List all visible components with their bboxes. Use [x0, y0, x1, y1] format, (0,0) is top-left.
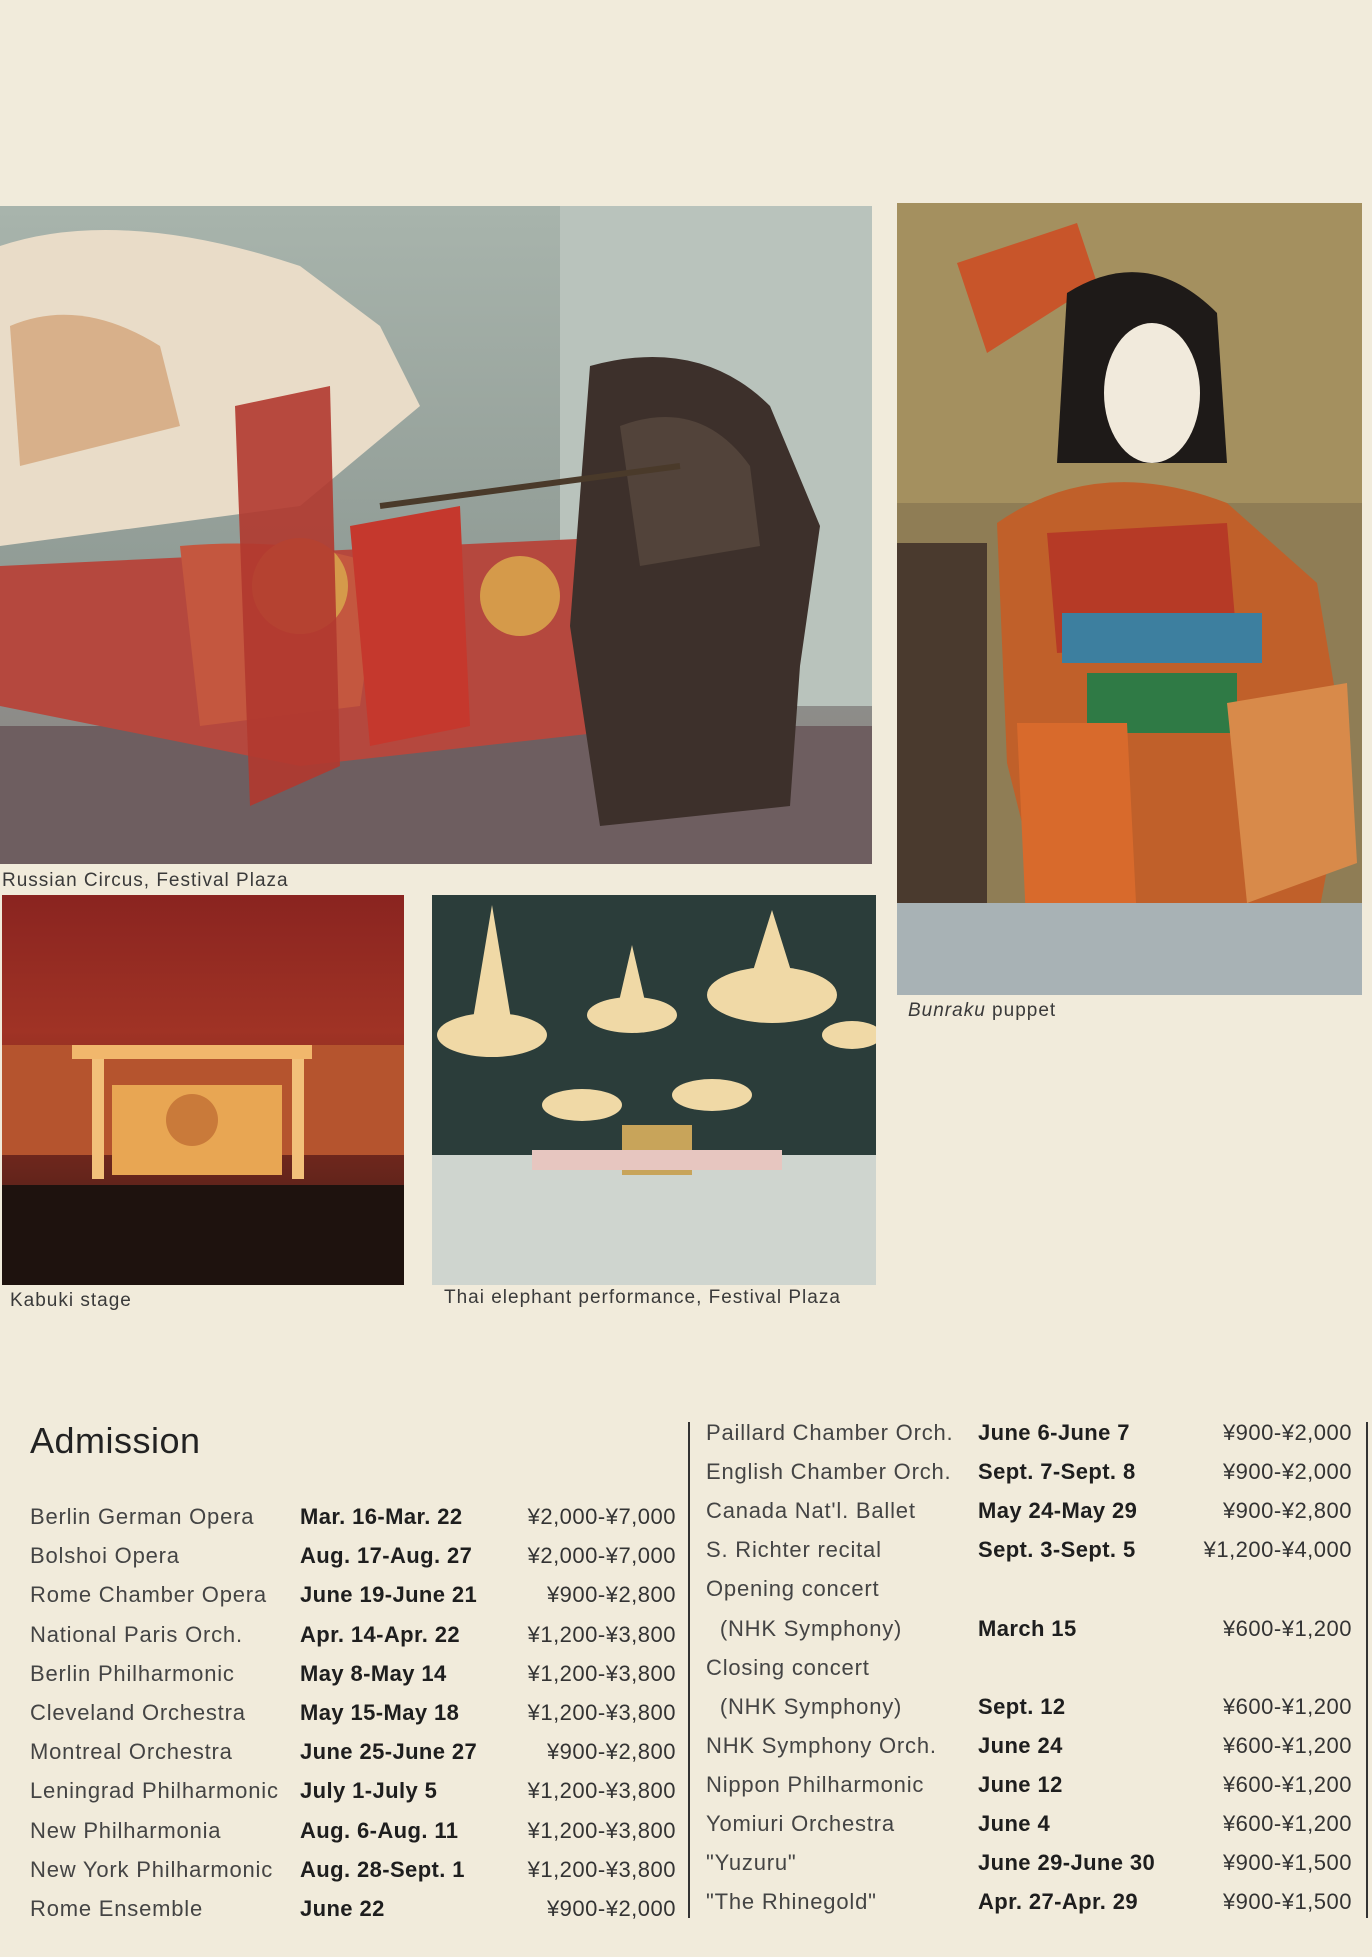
admission-row: [0, 1811, 1372, 1841]
admission-price: ¥2,000-¥7,000: [527, 1543, 676, 1569]
kabuki-stage-photo: [2, 895, 404, 1285]
russian-circus-photo: [0, 206, 872, 864]
admission-dates: June 24: [978, 1732, 1063, 1758]
admission-price: ¥900-¥2,000: [1222, 1420, 1352, 1445]
admission-price: ¥1,200-¥3,800: [527, 1856, 676, 1882]
bunraku-puppet-photo: [897, 203, 1362, 995]
admission-dates: Aug. 17-Aug. 27: [300, 1543, 473, 1569]
admission-price: ¥900-¥2,000: [1222, 1459, 1352, 1485]
admission-price: ¥900-¥2,800: [546, 1582, 676, 1608]
admission-price: ¥1,200-¥3,800: [527, 1700, 676, 1725]
caption-kabuki: Kabuki stage: [10, 1290, 132, 1311]
admission-row: [0, 1850, 1372, 1880]
admission-price: ¥1,200-¥3,800: [527, 1660, 676, 1686]
admission-price: ¥600-¥1,200: [1222, 1732, 1352, 1758]
admission-name: (NHK Symphony): [706, 1693, 903, 1719]
admission-dates: June 4: [978, 1811, 1051, 1836]
admission-name: Nippon Philharmonic: [706, 1771, 925, 1797]
admission-price: ¥900-¥2,800: [546, 1739, 676, 1765]
admission-name: "Yuzuru": [706, 1850, 797, 1876]
admission-name: Yomiuri Orchestra: [706, 1811, 895, 1836]
admission-price: ¥600-¥1,200: [1222, 1615, 1352, 1641]
caption-russian-circus: Russian Circus, Festival Plaza: [2, 870, 289, 891]
admission-row: [0, 1733, 1372, 1763]
admission-dates: Sept. 7-Sept. 8: [978, 1459, 1136, 1485]
admission-dates: May 15-May 18: [300, 1700, 460, 1725]
admission-heading: Admission: [30, 1420, 201, 1461]
admission-row: [0, 1889, 1372, 1919]
admission-row: [0, 1694, 1372, 1724]
admission-name: Cleveland Orchestra: [30, 1700, 246, 1725]
admission-price: ¥1,200-¥3,800: [527, 1621, 676, 1647]
admission-name: Berlin Philharmonic: [30, 1660, 235, 1686]
admission-price: ¥600-¥1,200: [1222, 1771, 1352, 1797]
admission-price: ¥600-¥1,200: [1222, 1693, 1352, 1719]
admission-name: National Paris Orch.: [30, 1621, 243, 1647]
admission-price: ¥900-¥2,800: [1222, 1498, 1352, 1524]
admission-row: [0, 1655, 1372, 1685]
right-edge-rule: [1366, 1422, 1368, 1918]
admission-name: Leningrad Philharmonic: [30, 1778, 279, 1804]
admission-name: Opening concert: [706, 1576, 880, 1602]
admission-row: [0, 1772, 1372, 1802]
admission-dates: June 19-June 21: [300, 1582, 478, 1608]
admission-dates: Aug. 28-Sept. 1: [300, 1856, 465, 1882]
admission-price: ¥900-¥1,500: [1222, 1850, 1352, 1876]
admission-dates: Apr. 14-Apr. 22: [300, 1621, 461, 1647]
caption-bunraku-rest: puppet: [985, 1000, 1057, 1021]
admission-name: Rome Ensemble: [30, 1896, 204, 1921]
admission-price: ¥900-¥1,500: [1222, 1889, 1352, 1915]
admission-row: [0, 1537, 1372, 1567]
admission-name: Rome Chamber Opera: [30, 1582, 267, 1608]
admission-price: ¥900-¥2,000: [546, 1896, 676, 1921]
admission-dates: Sept. 12: [978, 1693, 1066, 1719]
admission-row: [0, 1420, 1372, 1450]
admission-dates: Mar. 16-Mar. 22: [300, 1504, 463, 1529]
admission-name: NHK Symphony Orch.: [706, 1732, 937, 1758]
admission-price: ¥1,200-¥3,800: [527, 1778, 676, 1804]
admission-dates: July 1-July 5: [300, 1778, 438, 1804]
admission-name: Closing concert: [706, 1654, 870, 1680]
admission-price: ¥1,200-¥4,000: [1203, 1537, 1352, 1563]
admission-name: English Chamber Orch.: [706, 1459, 952, 1485]
admission-dates: Aug. 6-Aug. 11: [300, 1817, 459, 1843]
caption-bunraku: [908, 1000, 1056, 1022]
admission-name: Bolshoi Opera: [30, 1543, 180, 1569]
admission-name: New York Philharmonic: [30, 1856, 274, 1882]
thai-performance-photo: [432, 895, 876, 1285]
admission-name: Canada Nat'l. Ballet: [706, 1498, 916, 1524]
admission-dates: June 12: [978, 1771, 1063, 1797]
admission-name: Paillard Chamber Orch.: [706, 1420, 954, 1445]
admission-name: New Philharmonia: [30, 1817, 222, 1843]
admission-dates: June 6-June 7: [978, 1420, 1130, 1445]
admission-dates: June 25-June 27: [300, 1739, 478, 1765]
admission-dates: Apr. 27-Apr. 29: [978, 1889, 1139, 1915]
admission-dates: June 29-June 30: [978, 1850, 1156, 1876]
admission-dates: March 15: [978, 1615, 1077, 1641]
caption-thai: Thai elephant performance, Festival Plaza: [444, 1287, 841, 1308]
admission-name: Montreal Orchestra: [30, 1739, 233, 1765]
admission-price: ¥1,200-¥3,800: [527, 1817, 676, 1843]
admission-row: [0, 1616, 1372, 1646]
admission-price: ¥600-¥1,200: [1222, 1811, 1352, 1836]
admission-name: (NHK Symphony): [706, 1615, 903, 1641]
admission-dates: June 22: [300, 1896, 385, 1921]
admission-dates: May 24-May 29: [978, 1498, 1138, 1524]
admission-name: Berlin German Opera: [30, 1504, 255, 1529]
admission-dates: Sept. 3-Sept. 5: [978, 1537, 1136, 1563]
admission-name: S. Richter recital: [706, 1537, 882, 1563]
admission-dates: May 8-May 14: [300, 1660, 447, 1686]
admission-row: [0, 1498, 1372, 1528]
admission-row: [0, 1576, 1372, 1606]
admission-name: "The Rhinegold": [706, 1889, 877, 1915]
admission-price: ¥2,000-¥7,000: [527, 1504, 676, 1529]
admission-row: [0, 1459, 1372, 1489]
caption-bunraku-italic: Bunraku: [908, 1000, 986, 1021]
